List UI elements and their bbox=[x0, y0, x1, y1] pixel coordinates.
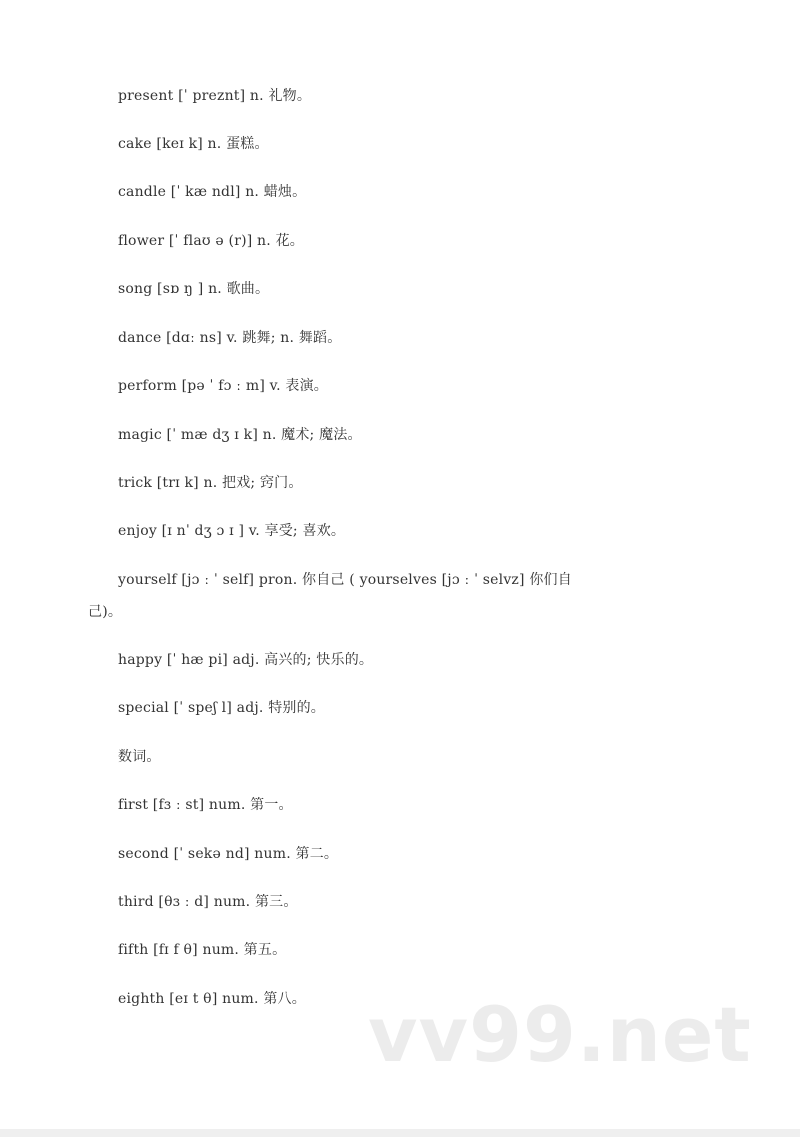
entry-special: special [ˈ speʃ l] adj. 特别的。 bbox=[118, 700, 326, 716]
section-heading-numerals: 数词。 bbox=[118, 749, 161, 765]
entry-fifth: fifth [fɪ f θ] num. 第五。 bbox=[118, 942, 287, 958]
entry-trick: trick [trɪ k] n. 把戏; 窍门。 bbox=[118, 475, 303, 491]
page-bottom-edge bbox=[0, 1129, 800, 1137]
entry-second: second [ˈ sekə nd] num. 第二。 bbox=[118, 846, 339, 862]
entry-cake: cake [keɪ k] n. 蛋糕。 bbox=[118, 136, 269, 152]
entry-enjoy: enjoy [ɪ nˈ dʒ ɔ ɪ ] v. 享受; 喜欢。 bbox=[118, 523, 346, 539]
entry-present: present [ˈ preznt] n. 礼物。 bbox=[118, 88, 312, 104]
entry-eighth: eighth [eɪ t θ] num. 第八。 bbox=[118, 991, 306, 1007]
entry-magic: magic [ˈ mæ dʒ ɪ k] n. 魔术; 魔法。 bbox=[118, 427, 362, 443]
entry-yourself-main: yourself [jɔ ː ˈ self] pron. 你自己 ( yourselves [jɔ ː ˈ selvz] 你们自 bbox=[118, 572, 572, 588]
entry-yourself bbox=[88, 564, 708, 628]
entry-flower: flower [ˈ flaʊ ə (r)] n. 花。 bbox=[118, 233, 304, 249]
entry-song: song [sɒ ŋ ] n. 歌曲。 bbox=[118, 281, 270, 297]
entry-third: third [θɜ ː d] num. 第三。 bbox=[118, 894, 298, 910]
entry-yourself-continuation: 己)。 bbox=[88, 604, 123, 620]
entry-perform: perform [pə ˈ fɔ ː m] v. 表演。 bbox=[118, 378, 329, 394]
entry-happy: happy [ˈ hæ pi] adj. 高兴的; 快乐的。 bbox=[118, 652, 374, 668]
watermark: vv99.net bbox=[368, 990, 752, 1079]
entry-candle: candle [ˈ kæ ndl] n. 蜡烛。 bbox=[118, 184, 307, 200]
entry-first: first [fɜ ː st] num. 第一。 bbox=[118, 797, 293, 813]
entry-dance: dance [dɑː ns] v. 跳舞; n. 舞蹈。 bbox=[118, 330, 342, 346]
